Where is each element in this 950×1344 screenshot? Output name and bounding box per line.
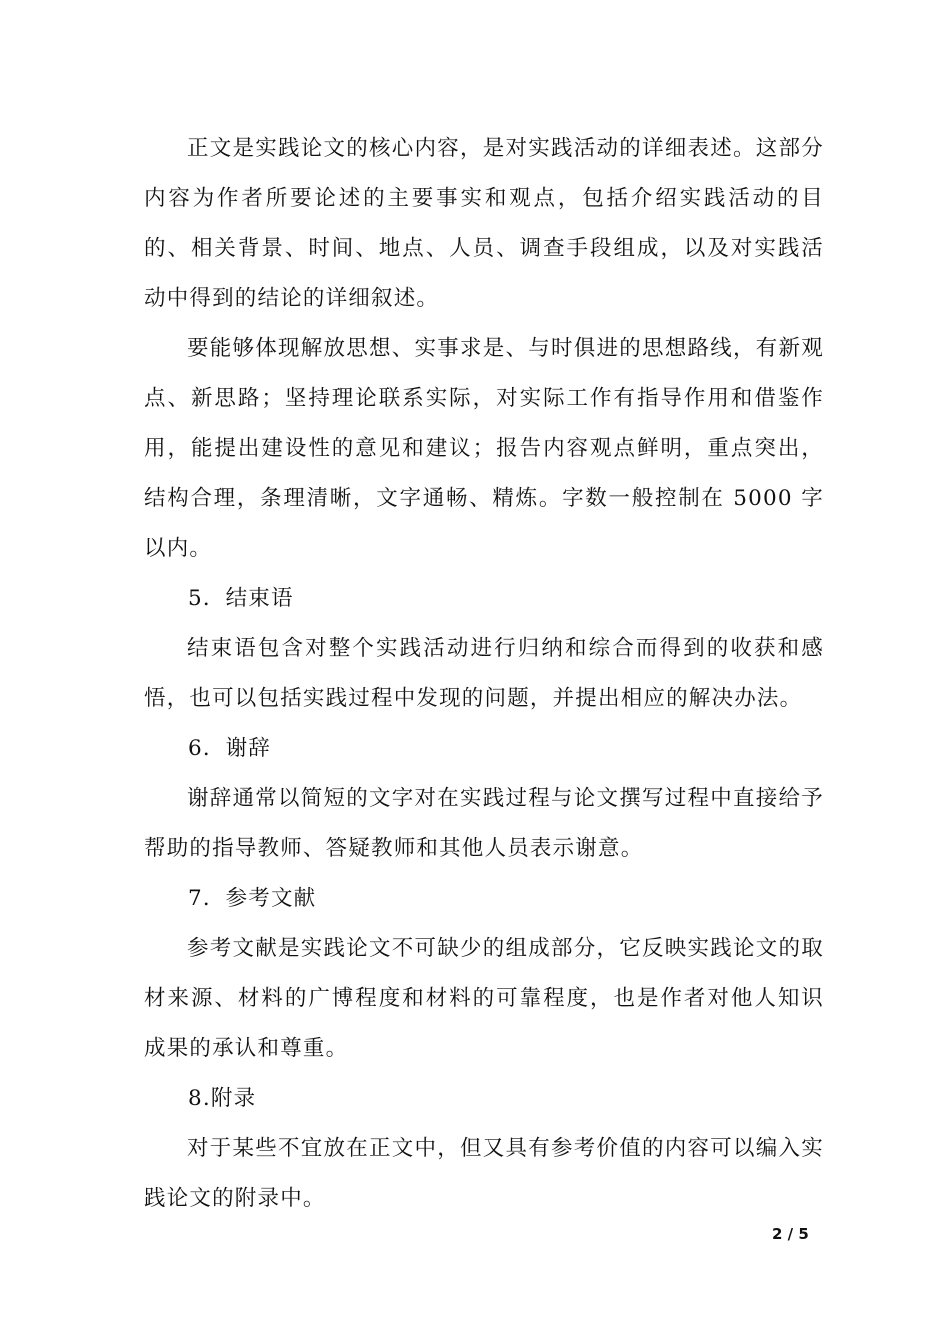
heading-conclusion: 5．结束语 bbox=[188, 586, 294, 611]
paragraph-requirements: 要能够体现解放思想、实事求是、与时俱进的思想路线，有新观点、新思路；坚持理论联系实际，对实际工作有指导作用和借鉴作用，能提出建设性的意见和建议；报告内容观点鲜明，重点突出，结构合理，条理清晰，文字通畅、精炼。字数一般控制在 5000 字以内。 bbox=[144, 336, 824, 561]
paragraph-appendix: 对于某些不宜放在正文中，但又具有参考价值的内容可以编入实践论文的附录中。 bbox=[144, 1136, 824, 1211]
page-number: 2 / 5 bbox=[772, 1225, 809, 1243]
heading-appendix: 8.附录 bbox=[188, 1086, 257, 1111]
heading-references: 7．参考文献 bbox=[188, 886, 317, 911]
paragraph-conclusion: 结束语包含对整个实践活动进行归纳和综合而得到的收获和感悟，也可以包括实践过程中发现的问题，并提出相应的解决办法。 bbox=[144, 636, 824, 711]
paragraph-acknowledgements: 谢辞通常以简短的文字对在实践过程与论文撰写过程中直接给予帮助的指导教师、答疑教师和其他人员表示谢意。 bbox=[144, 786, 824, 861]
heading-acknowledgements: 6．谢辞 bbox=[188, 736, 271, 761]
document-body bbox=[144, 124, 824, 1224]
paragraph-references: 参考文献是实践论文不可缺少的组成部分，它反映实践论文的取材来源、材料的广博程度和材料的可靠程度，也是作者对他人知识成果的承认和尊重。 bbox=[144, 936, 824, 1061]
paragraph-main-body: 正文是实践论文的核心内容，是对实践活动的详细表述。这部分内容为作者所要论述的主要事实和观点，包括介绍实践活动的目的、相关背景、时间、地点、人员、调查手段组成，以及对实践活动中得到的结论的详细叙述。 bbox=[144, 136, 824, 311]
